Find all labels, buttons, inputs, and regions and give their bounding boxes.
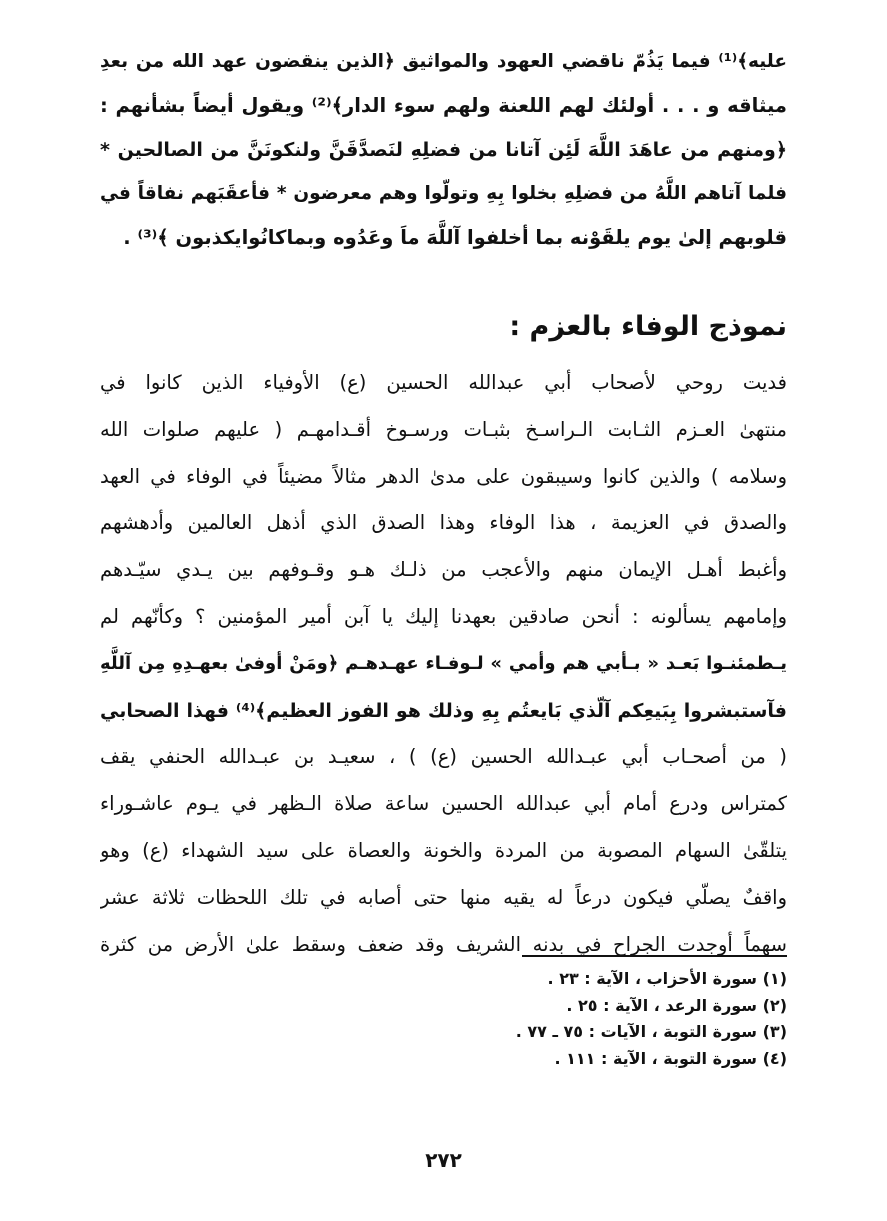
text-line: وأغبط أهـل الإيمان منهم والأعجب من ذلـك هـو وقـوفهم بين يـدي سيّـدهم [100, 558, 787, 582]
text-line: والصدق في العزيمة ، هذا الوفاء وهذا الصدق الذي أذهل العالمين وأدهشهم [100, 511, 787, 535]
text-line: ( من أصحـاب أبي عبـدالله الحسين (ع) ) ، سعيـد بن عبـدالله الحنفي يقف [100, 745, 787, 769]
page-number: ٢٧٢ [425, 1148, 462, 1172]
footnotes [516, 966, 787, 1072]
text-line: واقفٌ يصلّي فيكون درعاً له يقيه منها حتى أصابه في تلك اللحظات ثلاثة عشر [100, 885, 787, 909]
footnote-item: (٢) سورة الرعد ، الآية : ٢٥ . [566, 995, 787, 1015]
text-line: فديت روحي لأصحاب أبي عبدالله الحسين (ع) الأوفياء الذين كانوا في [100, 371, 787, 394]
footnote-item: (١) سورة الأحزاب ، الآية : ٢٣ . [547, 969, 787, 988]
text-line: منتهىٰ العـزم الثـابت الـراسـخ بثبـات ورسـوخ أقـدامهـم ( عليهم صلوات الله [100, 417, 787, 441]
text-line: سهماً أوجدت الجراح في بدنه الشريف وقد ضعف وسقط علىٰ الأرض من كثرة [100, 932, 787, 956]
section-body [100, 360, 787, 968]
continued-paragraph [100, 40, 787, 260]
quran-verse-line: يـطمئنـوا بَعـد « بـأبي هم وأمي » لـوفـاء عهـدهـم ﴿ومَنْ أوفىٰ بعهـدِهِ مِن آللَّهِ [100, 652, 787, 674]
text-line: يتلقّىٰ السهام المصوبة من المردة والخونة والعصاة على سيد الشهداء (ع) وهو [100, 838, 787, 862]
footnote-divider [522, 955, 787, 957]
text-line: ميثاقه و . . . أولئك لهم اللعنة ولهم سوء الدار﴾⁽²⁾ ويقول أيضاً بشأنهم : [100, 94, 787, 117]
footnote-item: (٤) سورة التوبة ، الآية : ١١١ . [554, 1048, 787, 1068]
quran-verse-line: قلوبهم إلىٰ يوم يلقَوْنه بما أخلفوا آللَّهَ ماَ وعَدُوه وبماكانُوايكذبون ﴾⁽³⁾ . [123, 226, 787, 249]
text-line: كمتراس ودرع أمام أبي عبدالله الحسين ساعة صلاة الـظهر في يـوم عاشـوراء [100, 792, 787, 816]
quran-verse-line: فآستبشروا بِبَيعِكم آلّذي بَايعتُم بِهِ وذلك هو الفوز العظيم﴾⁽⁴⁾ فهذا الصحابي [100, 699, 787, 722]
text-line: وسلامه ) والذين كانوا وسيبقون على مدىٰ الدهر مثالاً مضيئاً في الوفاء في العهد [100, 464, 787, 488]
section-heading: نموذج الوفاء بالعزم : [509, 311, 787, 342]
text-line: وإمامهم يسألونه : أنحن صادقين بعهدنا إليك يا آبن أمير المؤمنين ؟ وكأنّهم لم [100, 604, 787, 628]
text-line: عليه﴾⁽¹⁾ فيما يَذُمّ ناقضي العهود والمواثيق ﴿الذين ينقضون عهد الله من بعدِ [100, 51, 787, 72]
footnote-item: (٣) سورة التوبة ، الآيات : ٧٥ ـ ٧٧ . [515, 1022, 787, 1041]
quran-verse-line: فلما آتاهم اللَّهُ من فضلِهِ بخلوا بِهِ وتولّوا وهم معرضون * فأعقَبَهم نفاقاً في [100, 183, 787, 204]
quran-verse-line: ﴿ومنهم من عاهَدَ اللَّهَ لَئِن آتانا من فضلِهِ لنَصدَّقَنَّ ولنكونَنَّ من الصالحين * [100, 139, 787, 161]
